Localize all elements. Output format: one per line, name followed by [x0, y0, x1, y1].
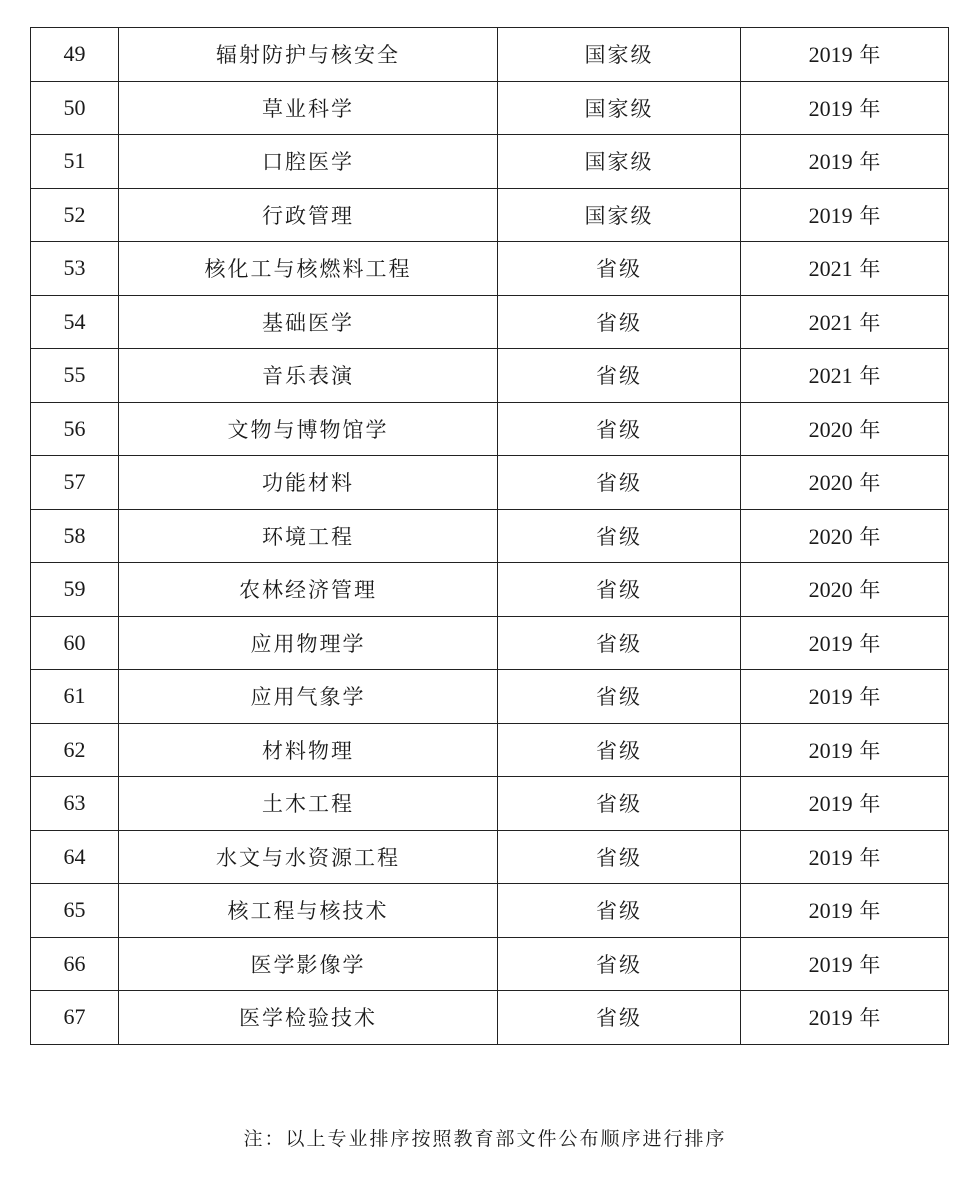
table-row — [31, 242, 949, 296]
year-cell — [741, 616, 949, 670]
level: 省级 — [498, 937, 741, 991]
major-name: 辐射防护与核安全 — [119, 28, 498, 82]
table-row — [31, 295, 949, 349]
year-value: 2021 — [808, 363, 853, 389]
year-unit: 年 — [859, 738, 881, 763]
level: 省级 — [498, 777, 741, 831]
majors-table-body — [31, 28, 949, 1045]
table-row — [31, 135, 949, 189]
year-value: 2019 — [808, 684, 853, 710]
row-number: 53 — [31, 242, 119, 296]
major-name: 行政管理 — [119, 188, 498, 242]
year-unit: 年 — [859, 899, 881, 924]
table-row — [31, 991, 949, 1045]
year-cell — [741, 937, 949, 991]
level: 省级 — [498, 884, 741, 938]
row-number: 56 — [31, 402, 119, 456]
major-name: 核工程与核技术 — [119, 884, 498, 938]
year-unit: 年 — [859, 631, 881, 656]
year-unit: 年 — [859, 257, 881, 282]
year-cell — [741, 830, 949, 884]
major-name: 口腔医学 — [119, 135, 498, 189]
year-unit: 年 — [859, 578, 881, 603]
year-value: 2021 — [808, 256, 853, 282]
table-row — [31, 777, 949, 831]
year-cell — [741, 242, 949, 296]
year-unit: 年 — [859, 471, 881, 496]
level: 省级 — [498, 295, 741, 349]
table-row — [31, 349, 949, 403]
table-row — [31, 884, 949, 938]
level: 省级 — [498, 349, 741, 403]
row-number: 55 — [31, 349, 119, 403]
row-number: 52 — [31, 188, 119, 242]
major-name: 文物与博物馆学 — [119, 402, 498, 456]
major-name: 土木工程 — [119, 777, 498, 831]
major-name: 医学检验技术 — [119, 991, 498, 1045]
major-name: 材料物理 — [119, 723, 498, 777]
year-cell — [741, 777, 949, 831]
major-name: 功能材料 — [119, 456, 498, 510]
table-row — [31, 937, 949, 991]
level: 省级 — [498, 563, 741, 617]
major-name: 核化工与核燃料工程 — [119, 242, 498, 296]
row-number: 66 — [31, 937, 119, 991]
major-name: 应用气象学 — [119, 670, 498, 724]
year-value: 2021 — [808, 309, 853, 335]
year-value: 2019 — [808, 149, 853, 175]
table-row — [31, 402, 949, 456]
row-number: 50 — [31, 81, 119, 135]
year-unit: 年 — [859, 1006, 881, 1031]
year-value: 2019 — [808, 42, 853, 68]
year-unit: 年 — [859, 150, 881, 175]
row-number: 59 — [31, 563, 119, 617]
row-number: 54 — [31, 295, 119, 349]
year-cell — [741, 28, 949, 82]
year-cell — [741, 991, 949, 1045]
majors-table — [30, 27, 949, 1045]
year-value: 2020 — [808, 470, 853, 496]
level: 省级 — [498, 830, 741, 884]
row-number: 64 — [31, 830, 119, 884]
table-row — [31, 456, 949, 510]
year-unit: 年 — [859, 792, 881, 817]
level: 省级 — [498, 616, 741, 670]
row-number: 61 — [31, 670, 119, 724]
table-row — [31, 81, 949, 135]
row-number: 60 — [31, 616, 119, 670]
level: 省级 — [498, 991, 741, 1045]
year-unit: 年 — [859, 417, 881, 442]
table-row — [31, 509, 949, 563]
table-row — [31, 830, 949, 884]
major-name: 医学影像学 — [119, 937, 498, 991]
row-number: 51 — [31, 135, 119, 189]
year-value: 2020 — [808, 416, 853, 442]
year-value: 2019 — [808, 202, 853, 228]
table-row — [31, 188, 949, 242]
year-cell — [741, 295, 949, 349]
major-name: 农林经济管理 — [119, 563, 498, 617]
year-unit: 年 — [859, 524, 881, 549]
table-row — [31, 723, 949, 777]
year-unit: 年 — [859, 685, 881, 710]
year-cell — [741, 456, 949, 510]
year-unit: 年 — [859, 952, 881, 977]
level: 省级 — [498, 509, 741, 563]
year-value: 2019 — [808, 951, 853, 977]
level: 省级 — [498, 402, 741, 456]
year-value: 2019 — [808, 1005, 853, 1031]
year-unit: 年 — [859, 96, 881, 121]
year-cell — [741, 81, 949, 135]
table-row — [31, 28, 949, 82]
level: 省级 — [498, 456, 741, 510]
major-name: 水文与水资源工程 — [119, 830, 498, 884]
year-value: 2019 — [808, 737, 853, 763]
row-number: 67 — [31, 991, 119, 1045]
year-value: 2019 — [808, 630, 853, 656]
year-cell — [741, 884, 949, 938]
level: 省级 — [498, 670, 741, 724]
level: 国家级 — [498, 81, 741, 135]
year-value: 2020 — [808, 523, 853, 549]
year-cell — [741, 135, 949, 189]
row-number: 57 — [31, 456, 119, 510]
level: 国家级 — [498, 135, 741, 189]
footnote: 注：以上专业排序按照教育部文件公布顺序进行排序 — [243, 1128, 727, 1150]
row-number: 49 — [31, 28, 119, 82]
year-cell — [741, 563, 949, 617]
year-unit: 年 — [859, 845, 881, 870]
year-unit: 年 — [859, 364, 881, 389]
level: 省级 — [498, 242, 741, 296]
level: 省级 — [498, 723, 741, 777]
year-value: 2019 — [808, 791, 853, 817]
level: 国家级 — [498, 28, 741, 82]
year-value: 2020 — [808, 577, 853, 603]
year-cell — [741, 188, 949, 242]
year-value: 2019 — [808, 844, 853, 870]
year-unit: 年 — [859, 203, 881, 228]
major-name: 草业科学 — [119, 81, 498, 135]
level: 国家级 — [498, 188, 741, 242]
year-cell — [741, 349, 949, 403]
row-number: 65 — [31, 884, 119, 938]
year-value: 2019 — [808, 95, 853, 121]
year-cell — [741, 509, 949, 563]
table-row — [31, 616, 949, 670]
year-value: 2019 — [808, 898, 853, 924]
major-name: 音乐表演 — [119, 349, 498, 403]
major-name: 基础医学 — [119, 295, 498, 349]
year-cell — [741, 670, 949, 724]
table-row — [31, 670, 949, 724]
major-name: 应用物理学 — [119, 616, 498, 670]
year-unit: 年 — [859, 43, 881, 68]
major-name: 环境工程 — [119, 509, 498, 563]
row-number: 62 — [31, 723, 119, 777]
row-number: 63 — [31, 777, 119, 831]
year-cell — [741, 723, 949, 777]
year-cell — [741, 402, 949, 456]
table-row — [31, 563, 949, 617]
row-number: 58 — [31, 509, 119, 563]
year-unit: 年 — [859, 310, 881, 335]
